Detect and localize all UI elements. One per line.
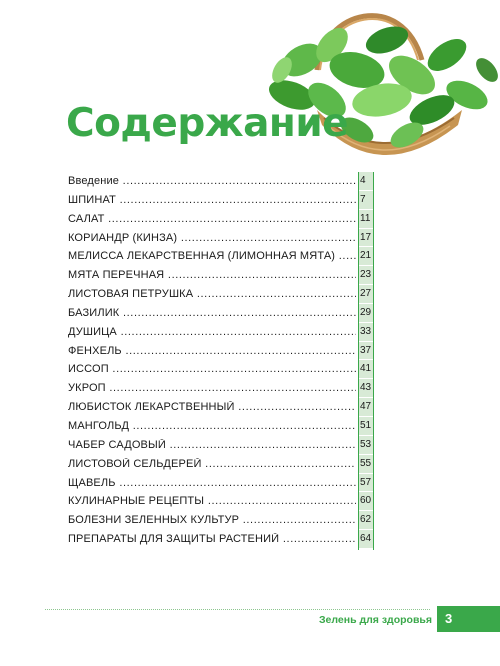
toc-entry[interactable] — [66, 285, 371, 304]
toc-entry-page: 64 — [359, 530, 373, 549]
toc-entry[interactable] — [66, 511, 371, 530]
toc-entry-title: ЧАБЕР САДОВЫЙ ..... — [68, 439, 356, 452]
toc-entry[interactable] — [66, 342, 371, 361]
toc-entry-title: ПРЕПАРАТЫ ДЛЯ ЗАЩИТЫ РАСТЕНИЙ ..... — [68, 533, 356, 546]
toc-entry-page: 43 — [359, 379, 373, 398]
footer-book-title: Зелень для здоровья — [318, 614, 432, 626]
toc-entry-title: КОРИАНДР (КИНЗА) ..... — [68, 232, 356, 245]
toc-entry-title: МЯТА ПЕРЕЧНАЯ ..... — [68, 269, 356, 282]
table-of-contents — [66, 172, 371, 549]
toc-entry-title: ИССОП ..... — [68, 363, 356, 376]
toc-entry-title: Введение ..... — [68, 175, 356, 188]
toc-entry-title: УКРОП ..... — [68, 382, 356, 395]
toc-entry-page: 27 — [359, 285, 373, 304]
toc-entry-page: 41 — [359, 360, 373, 379]
toc-entry-title: БОЛЕЗНИ ЗЕЛЕННЫХ КУЛЬТУР ..... — [68, 514, 356, 527]
toc-entry-page: 29 — [359, 304, 373, 323]
toc-entry-title: ШПИНАТ ..... — [68, 194, 356, 207]
toc-entry-page: 55 — [359, 455, 373, 474]
toc-entry[interactable] — [66, 379, 371, 398]
toc-entry-page: 37 — [359, 342, 373, 361]
toc-entry-page: 53 — [359, 436, 373, 455]
toc-entry[interactable] — [66, 474, 371, 493]
page-column-rule-right — [373, 172, 374, 550]
toc-entry[interactable] — [66, 229, 371, 248]
toc-entry-page: 33 — [359, 323, 373, 342]
toc-entry-title: МЕЛИССА ЛЕКАРСТВЕННАЯ (ЛИМОННАЯ МЯТА) ..... — [68, 250, 356, 263]
toc-entry[interactable] — [66, 304, 371, 323]
toc-entry-page: 11 — [359, 210, 373, 229]
toc-entry-title: БАЗИЛИК ..... — [68, 307, 356, 320]
toc-entry-page: 4 — [359, 172, 373, 191]
toc-entry-page: 60 — [359, 492, 373, 511]
toc-entry[interactable] — [66, 323, 371, 342]
toc-entry[interactable] — [66, 436, 371, 455]
toc-entry[interactable] — [66, 398, 371, 417]
toc-entry-title: МАНГОЛЬД ..... — [68, 420, 356, 433]
toc-entry-page: 62 — [359, 511, 373, 530]
toc-entry[interactable] — [66, 266, 371, 285]
toc-entry-page: 17 — [359, 229, 373, 248]
toc-entry[interactable] — [66, 191, 371, 210]
toc-entry-title: ЛЮБИСТОК ЛЕКАРСТВЕННЫЙ ..... — [68, 401, 356, 414]
page-number: 3 — [445, 611, 453, 626]
toc-entry[interactable] — [66, 360, 371, 379]
toc-entry[interactable] — [66, 492, 371, 511]
toc-entry[interactable] — [66, 172, 371, 191]
toc-entry-page: 57 — [359, 474, 373, 493]
toc-entry[interactable] — [66, 455, 371, 474]
toc-entry-page: 7 — [359, 191, 373, 210]
toc-entry-title: САЛАТ ..... — [68, 213, 356, 226]
toc-entry-title: КУЛИНАРНЫЕ РЕЦЕПТЫ ..... — [68, 495, 356, 508]
toc-entry[interactable] — [66, 247, 371, 266]
footer-dotted-rule — [45, 609, 430, 610]
footer-page-badge — [437, 606, 500, 632]
toc-entry-title: ЛИСТОВАЯ ПЕТРУШКА ..... — [68, 288, 356, 301]
toc-entry-page: 21 — [359, 247, 373, 266]
toc-entry-page: 23 — [359, 266, 373, 285]
toc-entry-title: ФЕНХЕЛЬ ..... — [68, 345, 356, 358]
toc-entry-page: 47 — [359, 398, 373, 417]
toc-entry-title: ЛИСТОВОЙ СЕЛЬДЕРЕЙ ..... — [68, 458, 356, 471]
toc-entry-title: ДУШИЦА ..... — [68, 326, 356, 339]
toc-entry-title: ЩАВЕЛЬ ..... — [68, 477, 356, 490]
toc-entry[interactable] — [66, 417, 371, 436]
toc-entry-page: 51 — [359, 417, 373, 436]
page-title: Содержание — [66, 101, 349, 146]
toc-entry[interactable] — [66, 530, 371, 549]
toc-entry[interactable] — [66, 210, 371, 229]
